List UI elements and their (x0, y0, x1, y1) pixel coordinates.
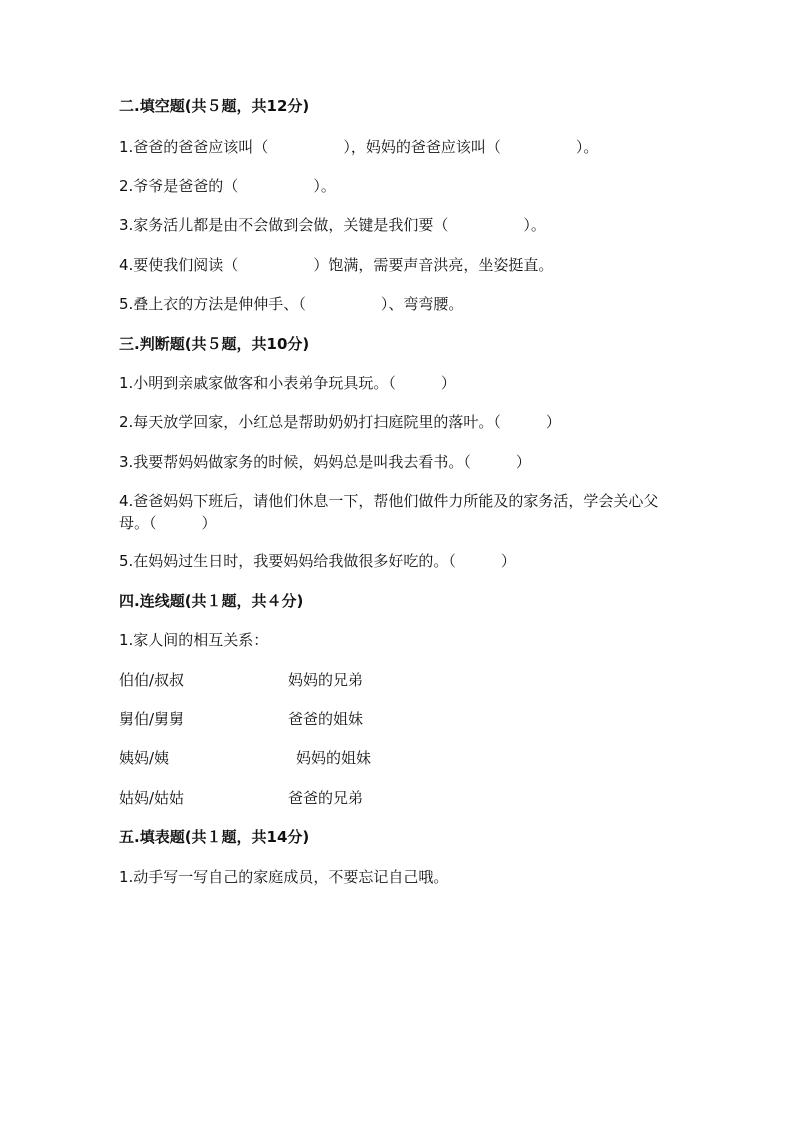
question-text: 1.小明到亲戚家做客和小表弟争玩具玩。（ ） (119, 374, 456, 392)
match-right-item: 爸爸的兄弟 (288, 789, 364, 807)
match-left-item: 伯伯/叔叔 (119, 671, 185, 689)
section-heading-true-false: 三.判断题(共５题，共10分) (119, 335, 310, 353)
question-text: 3.家务活儿都是由不会做到会做，关键是我们要（ ）。 (119, 216, 546, 234)
question-text: 4.爸爸妈妈下班后，请他们休息一下，帮他们做件力所能及的家务活，学会关心父母。（ ） (119, 492, 659, 532)
question-text: 2.每天放学回家，小红总是帮助奶奶打扫庭院里的落叶。（ ） (119, 413, 561, 431)
question-text: 4.要使我们阅读（ ）饱满，需要声音洪亮，坐姿挺直。 (119, 256, 554, 274)
match-right-item: 妈妈的兄弟 (288, 671, 364, 689)
match-right-item: 爸爸的姐妹 (288, 710, 364, 728)
match-right-item: 妈妈的姐妹 (296, 749, 372, 767)
match-left-item: 姨妈/姨 (119, 749, 170, 767)
question-text: 1.爸爸的爸爸应该叫（ ），妈妈的爸爸应该叫（ ）。 (119, 138, 599, 156)
question-text: 5.叠上衣的方法是伸伸手、（ ）、弯弯腰。 (119, 295, 464, 313)
question-text: 2.爷爷是爸爸的（ ）。 (119, 177, 336, 195)
section-heading-fill-in: 二.填空题(共５题，共12分) (119, 97, 310, 115)
question-text: 1.动手写一写自己的家庭成员，不要忘记自己哦。 (119, 868, 449, 886)
section-heading-matching: 四.连线题(共１题，共４分) (119, 592, 304, 610)
question-text: 5.在妈妈过生日时，我要妈妈给我做很多好吃的。（ ） (119, 552, 516, 570)
question-text: 1.家人间的相互关系： (119, 631, 269, 649)
section-heading-fill-table: 五.填表题(共１题，共14分) (119, 828, 310, 846)
question-text: 3.我要帮妈妈做家务的时候，妈妈总是叫我去看书。（ ） (119, 453, 531, 471)
match-left-item: 舅伯/舅舅 (119, 710, 185, 728)
match-left-item: 姑妈/姑姑 (119, 789, 185, 807)
